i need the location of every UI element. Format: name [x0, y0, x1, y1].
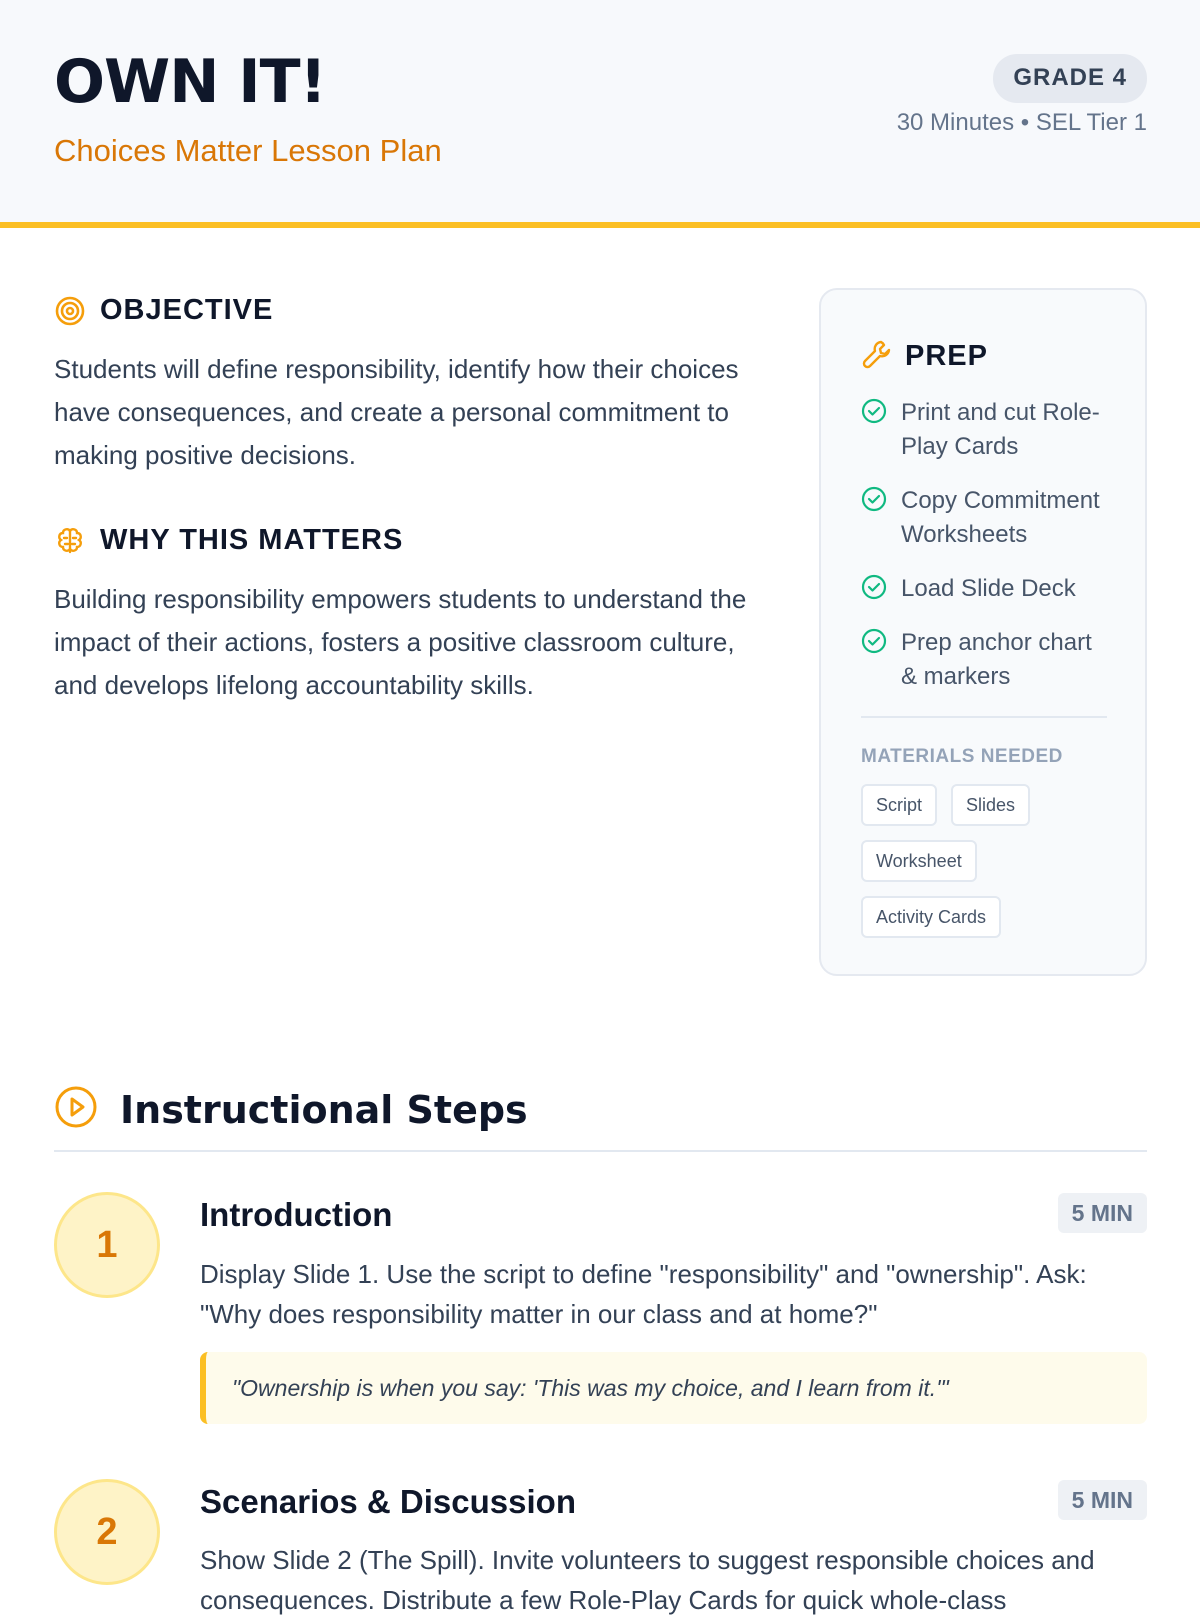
prep-item: Load Slide Deck — [861, 572, 1111, 606]
material-chip: Activity Cards — [861, 896, 1001, 938]
check-circle-icon — [861, 628, 887, 654]
target-icon — [54, 295, 86, 327]
why-label: WHY THIS MATTERS — [100, 524, 404, 556]
grade-badge: GRADE 4 — [993, 54, 1147, 103]
prep-item: Print and cut Role-Play Cards — [861, 396, 1111, 464]
objective-label: OBJECTIVE — [100, 294, 274, 326]
step-description: Display Slide 1. Use the script to define "responsibility" and "ownership". Ask: "Why does responsibility matter in our class and at home?" — [200, 1259, 1087, 1329]
step-number: 2 — [54, 1479, 160, 1585]
play-circle-icon — [54, 1085, 98, 1134]
step-title: Introduction — [200, 1196, 393, 1233]
prep-divider — [861, 716, 1107, 718]
step-description: Show Slide 2 (The Spill). Invite volunteers to suggest responsible choices and consequences. Distribute a few Role-Play Cards for quick whole-class — [200, 1545, 1095, 1615]
wrench-icon — [861, 338, 893, 375]
step-number: 1 — [54, 1192, 160, 1298]
objective-text: Students will define responsibility, identify how their choices have consequences, and create a personal commitment to making positive decisions. — [54, 354, 739, 470]
page-subtitle: Choices Matter Lesson Plan — [54, 133, 442, 168]
material-chip: Slides — [951, 784, 1030, 826]
lesson-header — [0, 0, 1200, 228]
materials-label: MATERIALS NEEDED — [861, 746, 1063, 767]
prep-heading — [861, 338, 988, 375]
steps-label: Instructional Steps — [120, 1087, 528, 1132]
prep-card — [819, 288, 1147, 976]
steps-divider — [54, 1150, 1147, 1152]
materials-chips — [861, 784, 1121, 938]
page-title: OWN IT! — [54, 47, 326, 117]
prep-item: Prep anchor chart & markers — [861, 626, 1111, 694]
material-chip: Worksheet — [861, 840, 977, 882]
material-chip: Script — [861, 784, 937, 826]
check-circle-icon — [861, 574, 887, 600]
prep-checklist — [861, 396, 1111, 714]
step-duration-badge: 5 MIN — [1058, 1480, 1147, 1520]
prep-label: PREP — [905, 340, 988, 372]
check-circle-icon — [861, 486, 887, 512]
why-text: Building responsibility empowers students to understand the impact of their actions, fosters a positive classroom culture, and develops lifelong accountability skills. — [54, 584, 747, 700]
lesson-meta: 30 Minutes • SEL Tier 1 — [896, 109, 1147, 136]
objective-heading — [54, 294, 273, 327]
check-circle-icon — [861, 398, 887, 424]
brain-icon — [54, 525, 86, 557]
prep-item: Copy Commitment Worksheets — [861, 484, 1111, 552]
step-title: Scenarios & Discussion — [200, 1483, 576, 1520]
step-duration-badge: 5 MIN — [1058, 1193, 1147, 1233]
why-heading — [54, 524, 403, 557]
steps-heading — [54, 1085, 528, 1134]
step-quote: "Ownership is when you say: 'This was my choice, and I learn from it.'" — [200, 1352, 1147, 1424]
